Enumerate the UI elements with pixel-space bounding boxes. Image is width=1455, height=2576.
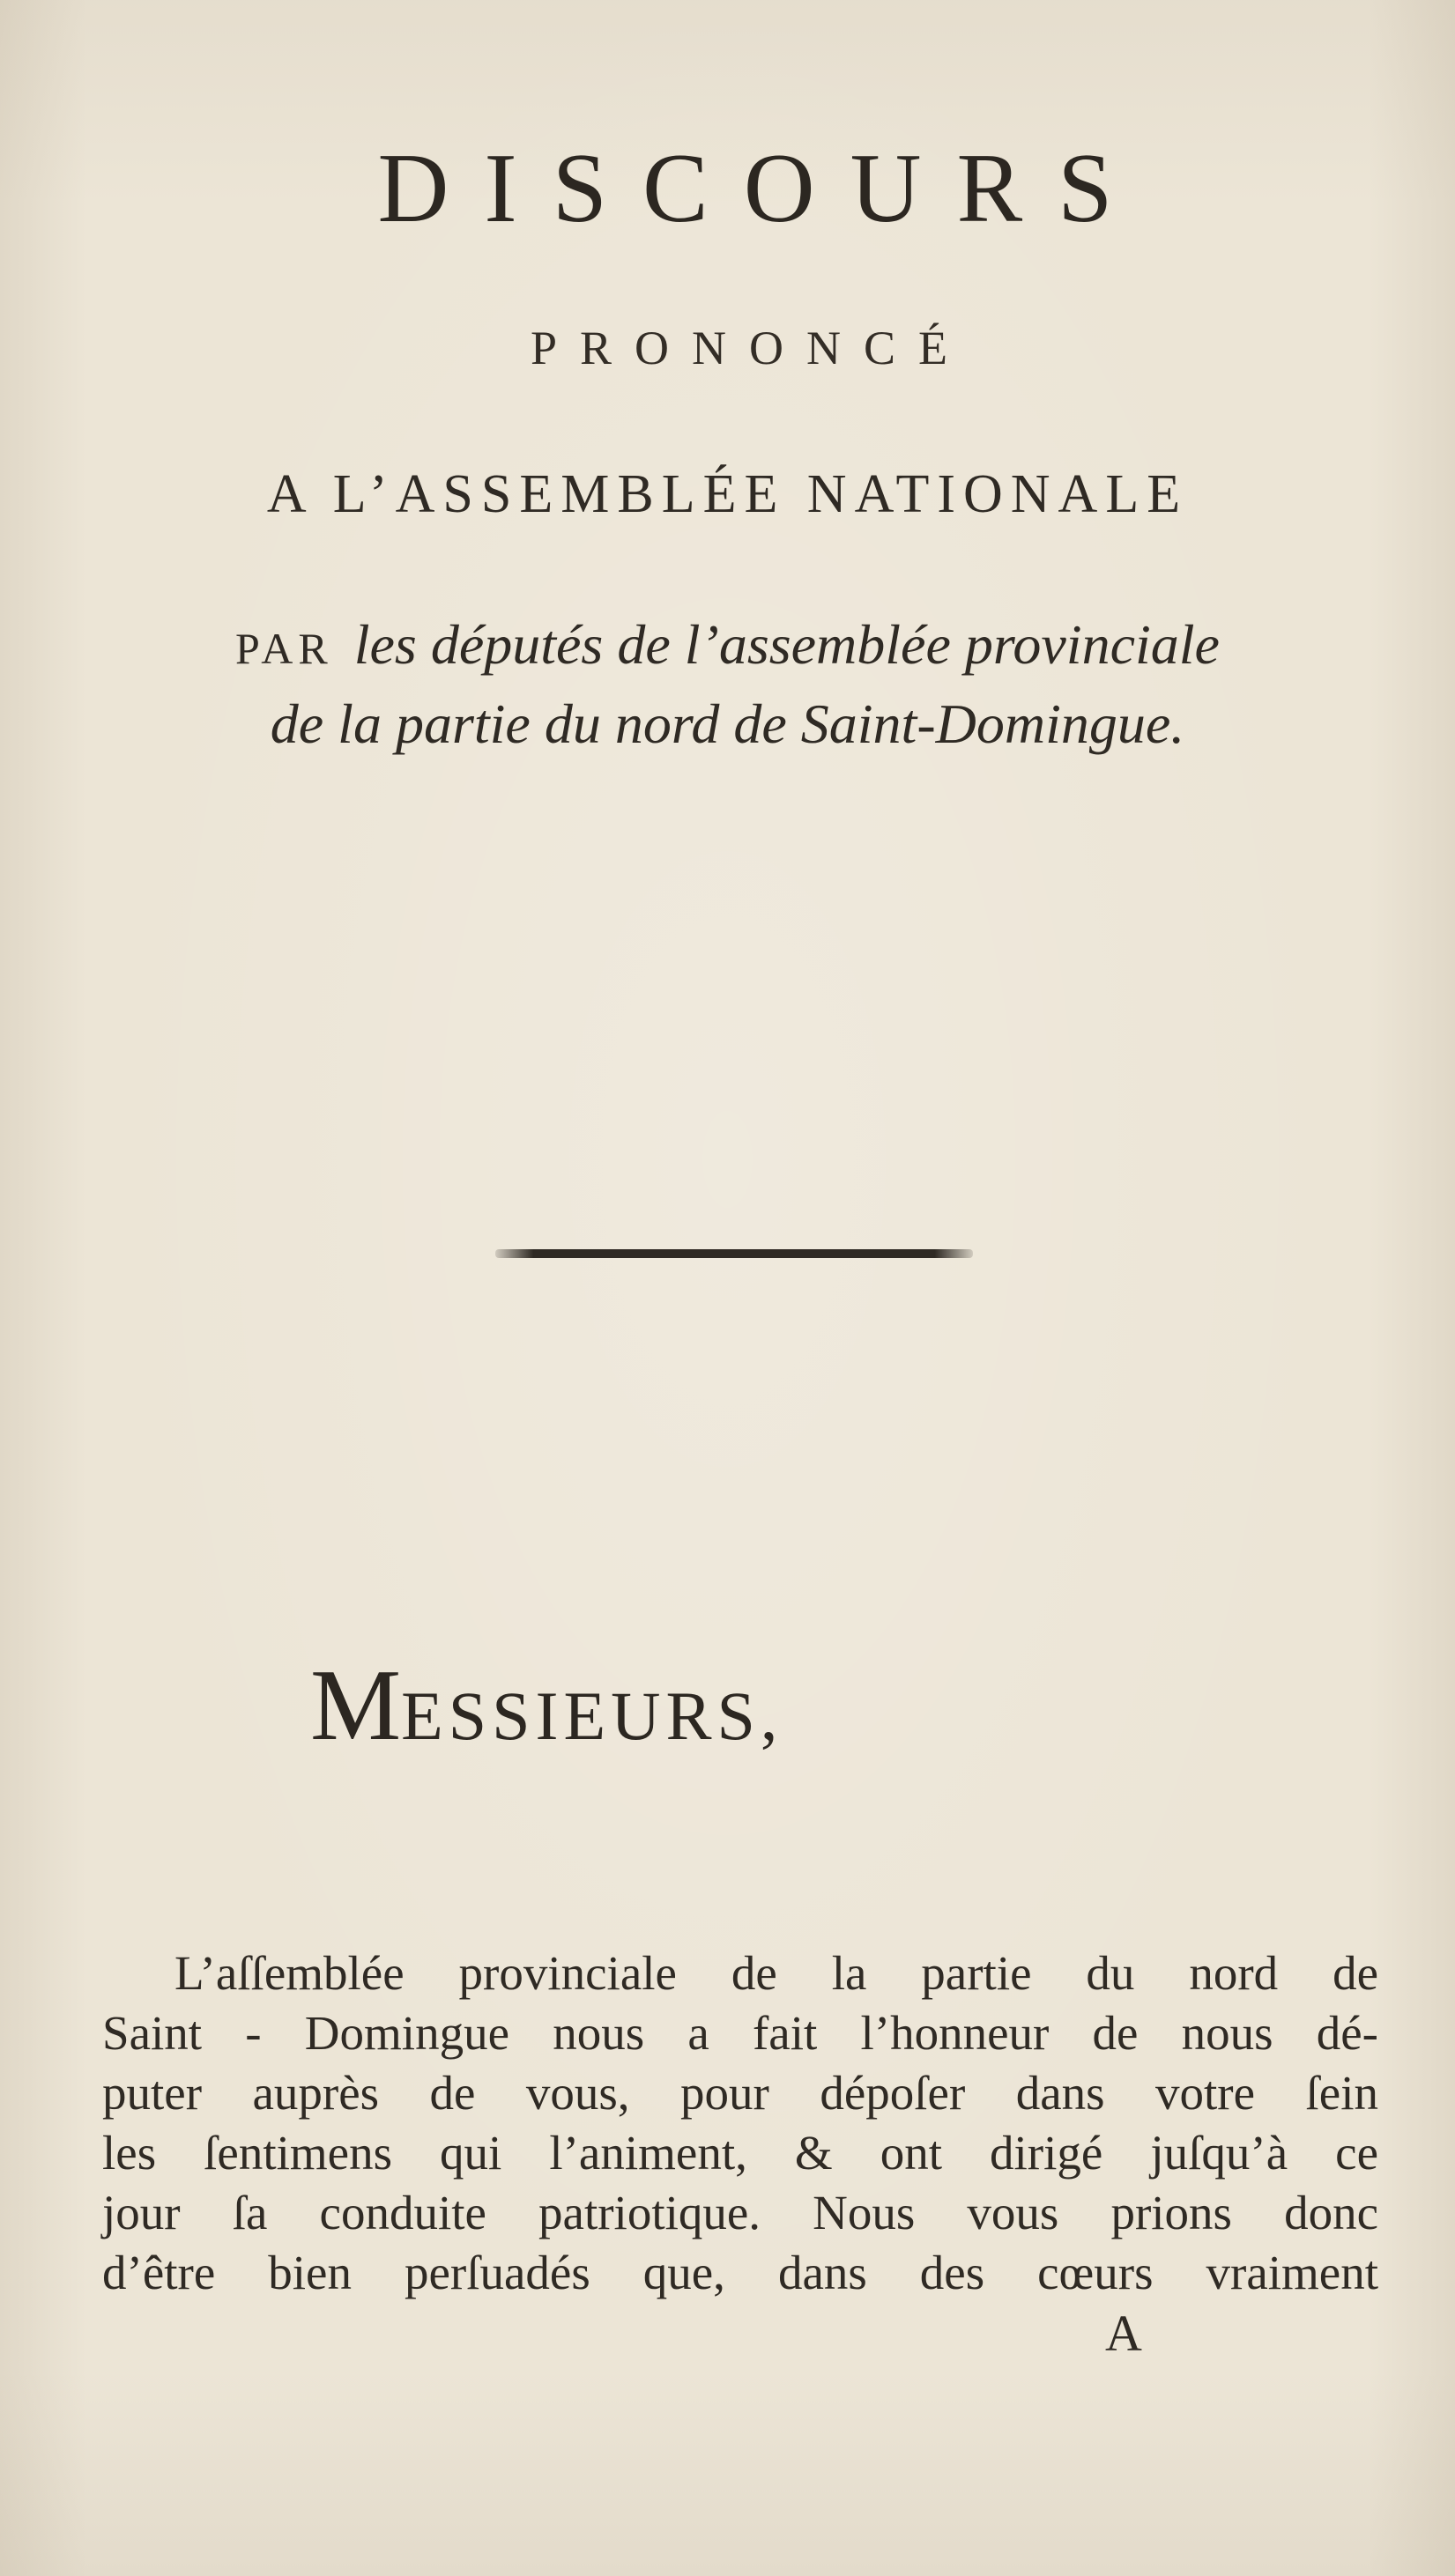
body-line-4: les ſentimens qui l’animent, & ont dirigé juſqu’à ce <box>102 2126 1378 2180</box>
section-divider <box>495 1249 973 1258</box>
by-line <box>0 613 1455 676</box>
place-line: de la partie du nord de Saint-Domingue. <box>270 692 1185 755</box>
salutation-rest: ESSIEURS, <box>401 1677 783 1754</box>
signature-mark: A <box>1105 2305 1142 2362</box>
by-prefix: PAR <box>235 624 333 673</box>
body-line-3: puter auprès de vous, pour dépoſer dans votre ſein <box>102 2066 1378 2120</box>
by-line-text: les députés de l’assemblée provinciale <box>353 613 1220 676</box>
document-subtitle: PRONONCÉ <box>530 322 971 374</box>
body-line-6: d’être bien perſuadés que, dans des cœurs vraiment <box>102 2246 1378 2299</box>
salutation <box>310 1649 783 1762</box>
body-line-1: L’aſſemblée provinciale de la partie du nord de <box>174 1946 1378 2000</box>
body-line-2: Saint - Domingue nous a fait l’honneur de nous dé- <box>102 2006 1378 2060</box>
assembly-heading: A L’ASSEMBLÉE NATIONALE <box>266 464 1189 524</box>
salutation-initial: M <box>310 1649 402 1762</box>
document-title: DISCOURS <box>377 134 1148 243</box>
body-line-5: jour ſa conduite patriotique. Nous vous prions donc <box>102 2186 1378 2239</box>
